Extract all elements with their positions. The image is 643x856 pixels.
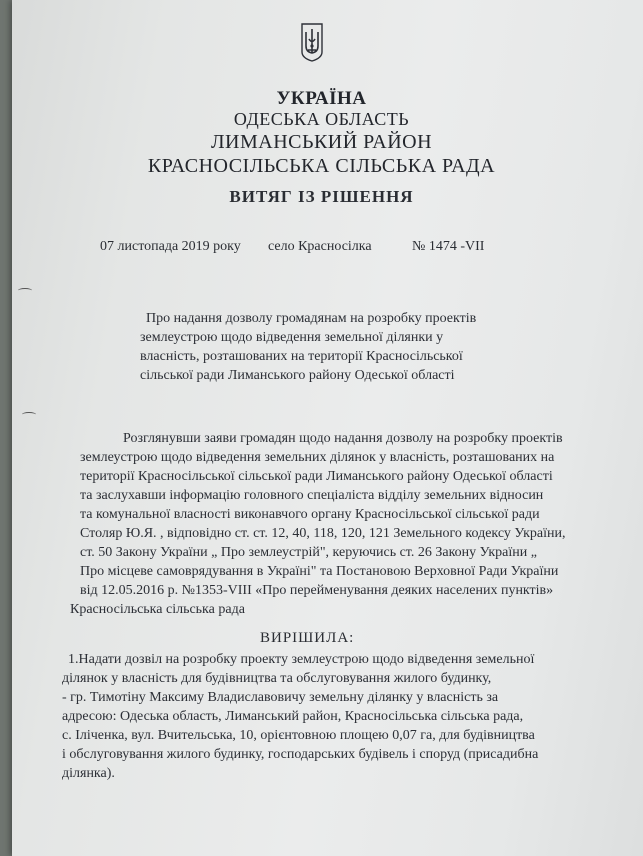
header-country: УКРАЇНА — [276, 88, 367, 109]
preamble-line: території Красносільської сільської ради Лиманського району Одеської області — [80, 469, 553, 484]
document-date: 07 листопада 2019 року — [100, 239, 241, 254]
header-oblast: ОДЕСЬКА ОБЛАСТЬ — [233, 109, 410, 129]
decision-line: і обслуговування жилого будинку, господарських будівель і споруд (присадибна — [62, 747, 539, 762]
document-place: село Красносілка — [268, 239, 372, 254]
header-district: ЛИМАНСЬКИЙ РАЙОН — [210, 131, 433, 153]
decision-line: - гр. Тимотіну Максиму Владиславовичу земельну ділянку у власність за — [62, 690, 499, 705]
document-number: № 1474 -VII — [412, 239, 485, 254]
preamble-line: від 12.05.2016 р. №1353-VIII «Про перейменування деяких населених пунктів» — [80, 583, 554, 598]
subject-line: землеустрою щодо відведення земельної ділянки у — [140, 330, 444, 345]
subject-line: Про надання дозволу громадянам на розробку проектів — [146, 311, 477, 326]
pen-mark — [18, 288, 32, 293]
preamble-line: Розглянувши заяви громадян щодо надання дозволу на розробку проектів — [123, 431, 563, 446]
coat-of-arms-emblem — [299, 22, 325, 62]
pen-mark — [22, 412, 36, 417]
decision-line: ділянок у власність для будівництва та обслуговування жилого будинку, — [62, 671, 492, 686]
decision-line: адресою: Одеська область, Лиманський район, Красносільська сільська рада, — [62, 709, 524, 724]
preamble-line: землеустрою щодо відведення земельних ділянок у власність, розташованих на — [80, 450, 555, 465]
preamble-line: Столяр Ю.Я. , відповідно ст. ст. 12, 40, 118, 120, 121 Земельного кодексу України, — [80, 526, 566, 541]
header-council: КРАСНОСІЛЬСЬКА СІЛЬСЬКА РАДА — [147, 155, 496, 177]
preamble-line: Красносільська сільська рада — [70, 602, 245, 617]
subject-line: сільської ради Лиманського району Одеської області — [140, 368, 455, 383]
decision-line: 1.Надати дозвіл на розробку проекту землеустрою щодо відведення земельної — [68, 652, 535, 667]
preamble-line: ст. 50 Закону України „ Про землеустрій", керуючись ст. 26 Закону України „ — [80, 545, 537, 560]
subject-line: власність, розташованих на території Красносільської — [140, 349, 463, 364]
decision-line: с. Іліченка, вул. Вчительська, 10, орієнтовною площею 0,07 га, для будівництва — [62, 728, 535, 743]
decision-heading: ВИРІШИЛА: — [260, 630, 355, 646]
decision-line: ділянка). — [62, 766, 115, 781]
preamble-line: та заслухавши інформацію головного спеціаліста відділу земельних відносин — [80, 488, 544, 503]
document-title: ВИТЯГ ІЗ РІШЕННЯ — [229, 187, 414, 206]
preamble-line: та комунальної власності виконавчого органу Красносільської сільської ради — [80, 507, 540, 522]
preamble-line: Про місцеве самоврядування в Україні" та Постановою Верховної Ради України — [80, 564, 559, 579]
